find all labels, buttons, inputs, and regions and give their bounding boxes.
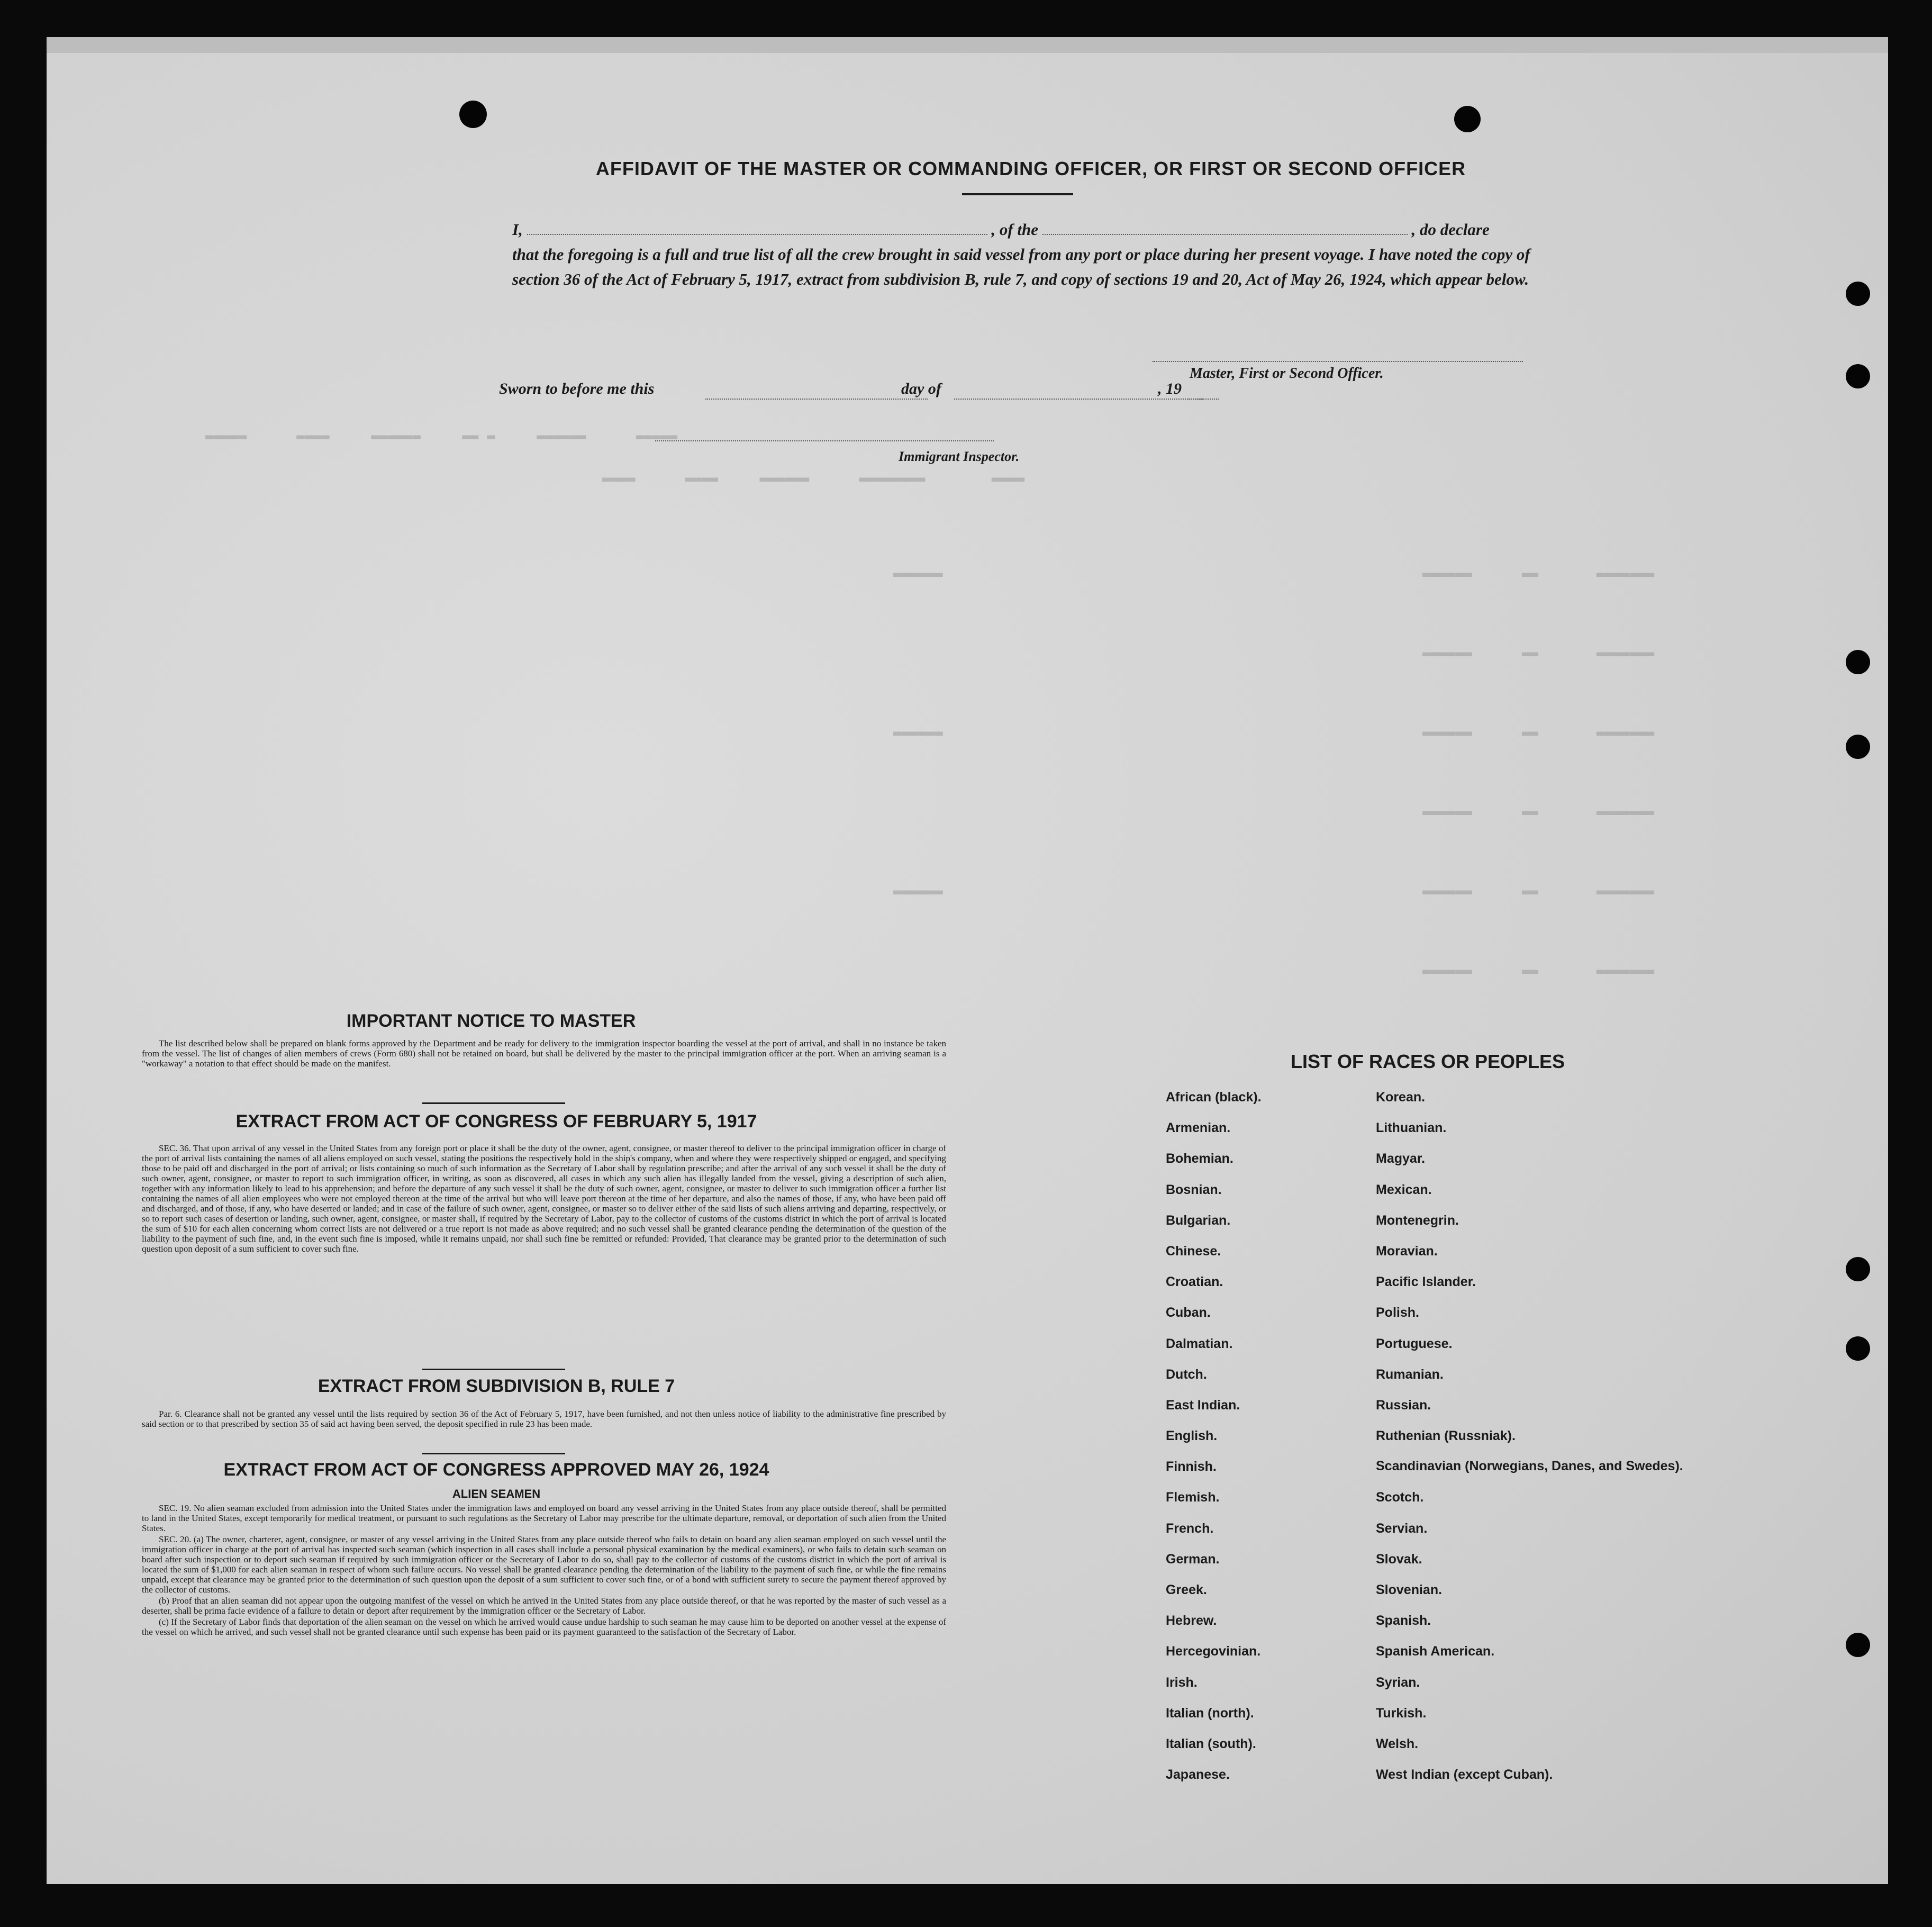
races-list-left bbox=[1166, 1089, 1346, 1797]
inspector-label: Immigrant Inspector. bbox=[899, 449, 1020, 464]
race-item: Hebrew. bbox=[1166, 1613, 1217, 1629]
section-20c-paragraph: (c) If the Secretary of Labor finds that deportation of the alien seaman on the vessel on which he arrived would cause undue hardship to such seaman he may cause him to be deported on another vessel at the expense of the vessel on which he arrived, and such vessel shall not be granted clearance until such expense has been paid or its payment guaranteed to the satisfaction of the Secretary of Labor. bbox=[142, 1617, 946, 1637]
race-item: African (black). bbox=[1166, 1090, 1262, 1105]
race-item: Montenegrin. bbox=[1376, 1213, 1459, 1228]
notice-paragraph: The list described below shall be prepared on blank forms approved by the Department and be ready for delivery to the immigration inspector boarding the vessel at the port of arrival, and shall in no instance be taken from the vessel. The list of changes of alien members of crews (Form 680) shall not be retained on board, but shall be delivered by the master to the principal immigration officer at the port. When an arriving seaman is a "workaway" a notation to that effect should be made on the manifest. bbox=[142, 1038, 946, 1069]
race-item: Flemish. bbox=[1166, 1490, 1220, 1505]
bleed-through-texture: ▬▬▬▬ ▬▬▬▬ ▬▬▬▬▬▬ ▬▬▬▬▬▬▬▬ ▬▬▬▬ bbox=[602, 471, 1025, 487]
sworn-label: Sworn to before me this bbox=[499, 380, 655, 397]
affidavit-declare-label: , do declare bbox=[1411, 220, 1490, 239]
race-item: Moravian. bbox=[1376, 1243, 1438, 1259]
extract-1917-text bbox=[142, 1143, 946, 1255]
bleed-through-texture: ▬▬▬▬▬▬ bbox=[893, 725, 943, 741]
race-item: Slovak. bbox=[1376, 1551, 1422, 1567]
punch-hole bbox=[1454, 106, 1481, 132]
race-item: Ruthenian (Russniak). bbox=[1376, 1428, 1516, 1444]
races-title: LIST OF RACES OR PEOPLES bbox=[1290, 1051, 1565, 1072]
race-item: Welsh. bbox=[1376, 1736, 1419, 1751]
sheet-top-edge bbox=[47, 37, 1888, 53]
extract-1917-title: EXTRACT FROM ACT OF CONGRESS OF FEBRUARY 5, 1917 bbox=[235, 1111, 757, 1132]
race-item: Bohemian. bbox=[1166, 1151, 1233, 1166]
affidavit-body bbox=[512, 217, 1534, 292]
race-item: Mexican. bbox=[1376, 1182, 1432, 1197]
race-item: Armenian. bbox=[1166, 1120, 1231, 1136]
bleed-through-texture: ▬▬▬▬▬▬ ▬▬ ▬▬▬▬▬▬▬ bbox=[1422, 884, 1655, 900]
inspector-signature-line[interactable] bbox=[655, 440, 994, 441]
race-item: Spanish. bbox=[1376, 1613, 1431, 1629]
race-item: Syrian. bbox=[1376, 1675, 1420, 1690]
race-item: English. bbox=[1166, 1428, 1218, 1444]
race-item: Lithuanian. bbox=[1376, 1120, 1447, 1136]
race-item: Dutch. bbox=[1166, 1367, 1207, 1382]
race-item: Spanish American. bbox=[1376, 1644, 1495, 1659]
affidavit-title: AFFIDAVIT OF THE MASTER OR COMMANDING OFFICER, OR FIRST OR SECOND OFFICER bbox=[595, 158, 1466, 179]
affidavit-statement: that the foregoing is a full and true list of all the crew brought in said vessel from any port or place during her present voyage. I have noted the copy of section 36 of the Act of February 5, 1917, extract from subdivision B, rule 7, and copy of sections 19 and 20, Act of May 26, 1924, which appear below. bbox=[512, 245, 1530, 288]
race-item: West Indian (except Cuban). bbox=[1376, 1767, 1553, 1783]
race-item: Croatian. bbox=[1166, 1274, 1223, 1290]
section-divider bbox=[422, 1102, 565, 1104]
punch-hole bbox=[1846, 282, 1870, 306]
bleed-through-texture: ▬▬▬▬▬ ▬▬▬▬ ▬▬▬▬▬▬ ▬▬ ▬ ▬▬▬▬▬▬ ▬▬▬▬▬ bbox=[205, 429, 678, 445]
sworn-month-field[interactable] bbox=[954, 399, 1203, 400]
bleed-through-texture: ▬▬▬▬▬▬ ▬▬ ▬▬▬▬▬▬▬ bbox=[1422, 725, 1655, 741]
section-20a-paragraph: SEC. 20. (a) The owner, charterer, agent, consignee, or master of any vessel arriving in the United States from any place outside thereof who fails to detain on board any alien seaman employed on such vessel until the immigration officer in charge at the port of arrival has inspected such seaman (which inspection in all cases shall include a personal physical examination by the medical examiners), or who fails to detain such seaman on board after such inspection or to deport such seaman if required by such immigration officer or the Secretary of Labor to do so, shall pay to the collector of customs of the customs district in which the port of arrival is located the sum of $1,000 for each alien seaman in respect of whom such failure occurs. No vessel shall be granted clearance pending the determination of the liability to the payment of such fine, or while the fine remains unpaid, except that clearance may be granted prior to the determination of such question upon the deposit of a sum sufficient to cover such fine, or of a bond with sufficient surety to secure the payment thereof approved by the collector of customs. bbox=[142, 1534, 946, 1595]
document-sheet bbox=[47, 37, 1888, 1884]
section-19-paragraph: SEC. 19. No alien seaman excluded from admission into the United States under the immigration laws and employed on board any vessel arriving in the United States from any place outside thereof, shall be permitted to land in the United States, except temporarily for medical treatment, or pursuant to such regulations as the Secretary of Labor may prescribe for the ultimate departure, removal, or deportation of such alien from the United States. bbox=[142, 1503, 946, 1533]
race-item: Magyar. bbox=[1376, 1151, 1426, 1166]
bleed-through-texture: ▬▬▬▬▬▬ ▬▬ ▬▬▬▬▬▬▬ bbox=[1422, 963, 1655, 979]
master-signature-line[interactable] bbox=[1153, 361, 1523, 362]
race-item: Finnish. bbox=[1166, 1459, 1217, 1474]
bleed-through-texture: ▬▬▬▬▬▬ ▬▬ ▬▬▬▬▬▬▬ bbox=[1422, 646, 1655, 662]
race-item: Chinese. bbox=[1166, 1243, 1221, 1259]
punch-hole bbox=[1846, 650, 1870, 674]
alien-seamen-subtitle: ALIEN SEAMEN bbox=[452, 1487, 541, 1500]
race-item: Servian. bbox=[1376, 1521, 1428, 1536]
section-36-paragraph: SEC. 36. That upon arrival of any vessel in the United States from any foreign port or place it shall be the duty of the owner, agent, consignee, or master thereof to deliver to the principal immigration officer in charge of the port of arrival lists containing the names of all aliens employed on such vessel, stating the positions the respectively hold in the ship's company, when and where they were respectively shipped or engaged, and specifying those to be paid off and discharged in the port of arrival; or lists containing so much of such information as the Secretary of Labor shall by regulation prescribe; and after the arrival of any such vessel it shall be the duty of such owner, agent, consignee, or master to report to such immigration officer, in writing, as soon as discovered, all cases in which any such alien has illegally landed from the vessel, giving a description of such alien, together with any information likely to lead to his apprehension; and before the departure of any such vessel it shall be the duty of such owner, agent, consignee, or master to deliver to such immigration officer a further list containing the names of all alien employees who were not employed thereon at the time of the arrival but who will leave port thereon at the time of her departure, and also the names of those, if any, who have been paid off and discharged, and of those, if any, who have deserted or landed; and in case of the failure of such owner, agent, consignee, or master so to deliver either of the said lists of such aliens arriving and departing, respectively, or so to report such cases of desertion or landing, such owner, agent, consignee, or master shall, if required by the Secretary of Labor, pay to the collector of customs of the customs district in which the port of arrival is located the sum of $10 for each alien concerning whom correct lists are not delivered or a true report is not made as above required; and no such vessel shall be granted clearance pending the determination of the question of the liability to the payment of such fine, and, in the event such fine is imposed, while it remains unpaid, nor shall such fine be remitted or refunded: Provided, That clearance may be granted prior to the determination of such question upon deposit of a sum sufficient to cover such fine. bbox=[142, 1143, 946, 1254]
punch-hole bbox=[1846, 735, 1870, 759]
extract-1924-text bbox=[142, 1503, 946, 1638]
punch-hole bbox=[1846, 1336, 1870, 1361]
punch-hole bbox=[1846, 1257, 1870, 1281]
section-divider bbox=[422, 1369, 565, 1370]
race-item: Hercegovinian. bbox=[1166, 1644, 1261, 1659]
bleed-through-texture: ▬▬▬▬▬▬ ▬▬ ▬▬▬▬▬▬▬ bbox=[1422, 566, 1655, 582]
punch-hole bbox=[459, 101, 487, 128]
bleed-through-texture: ▬▬▬▬▬▬ ▬▬ ▬▬▬▬▬▬▬ bbox=[1422, 804, 1655, 820]
race-item: Scotch. bbox=[1376, 1490, 1424, 1505]
race-item: Japanese. bbox=[1166, 1767, 1230, 1783]
race-item: Russian. bbox=[1376, 1397, 1431, 1413]
notice-title: IMPORTANT NOTICE TO MASTER bbox=[346, 1011, 636, 1031]
race-item: Bulgarian. bbox=[1166, 1213, 1231, 1228]
section-20b-paragraph: (b) Proof that an alien seaman did not appear upon the outgoing manifest of the vessel on which he arrived in the United States from any place outside thereof, or that he was reported by the master of such vessel as a deserter, shall be prima facie evidence of a failure to detain or deport after requirement by the immigration officer or the Secretary of Labor. bbox=[142, 1596, 946, 1616]
master-label: Master, First or Second Officer. bbox=[1190, 365, 1384, 382]
affidavit-i-label: I, bbox=[512, 220, 523, 239]
race-item: Irish. bbox=[1166, 1675, 1198, 1690]
race-item: German. bbox=[1166, 1551, 1220, 1567]
race-item: Italian (north). bbox=[1166, 1705, 1254, 1721]
races-list-right bbox=[1376, 1089, 1683, 1797]
race-item: Greek. bbox=[1166, 1582, 1207, 1597]
race-item: French. bbox=[1166, 1521, 1214, 1536]
punch-hole bbox=[1846, 1633, 1870, 1657]
officer-name-field[interactable] bbox=[527, 220, 987, 235]
race-item: Slovenian. bbox=[1376, 1582, 1443, 1597]
title-underline bbox=[962, 193, 1073, 195]
bleed-through-texture: ▬▬▬▬▬▬ bbox=[893, 884, 943, 900]
rule7-paragraph: Par. 6. Clearance shall not be granted any vessel until the lists required by section 36 of the Act of February 5, 1917, have been furnished, and not then unless notice of liability to the administrative fine prescribed by said section or to that prescribed by section 35 of said act having been served, the deposit specified in rule 23 has been made. bbox=[142, 1409, 946, 1429]
sworn-year-field[interactable] bbox=[1187, 399, 1219, 400]
extract-1924-title: EXTRACT FROM ACT OF CONGRESS APPROVED MAY 26, 1924 bbox=[223, 1460, 769, 1480]
race-item: Polish. bbox=[1376, 1305, 1419, 1320]
vessel-name-field[interactable] bbox=[1042, 220, 1408, 235]
notice-text bbox=[142, 1038, 946, 1070]
race-item: Dalmatian. bbox=[1166, 1336, 1233, 1351]
section-divider bbox=[422, 1453, 565, 1454]
race-item: Scandinavian (Norwegians, Danes, and Swedes). bbox=[1376, 1459, 1683, 1474]
punch-hole bbox=[1846, 364, 1870, 388]
race-item: Korean. bbox=[1376, 1090, 1426, 1105]
sworn-day-field[interactable] bbox=[705, 399, 928, 400]
race-item: Rumanian. bbox=[1376, 1367, 1444, 1382]
race-item: Cuban. bbox=[1166, 1305, 1211, 1320]
day-of-label: day of bbox=[901, 380, 941, 397]
race-item: Turkish. bbox=[1376, 1705, 1427, 1721]
race-item: Portuguese. bbox=[1376, 1336, 1453, 1351]
year-label: , 19 bbox=[1158, 380, 1182, 397]
affidavit-of-label: , of the bbox=[991, 220, 1039, 239]
rule7-title: EXTRACT FROM SUBDIVISION B, RULE 7 bbox=[318, 1376, 675, 1396]
race-item: Italian (south). bbox=[1166, 1736, 1256, 1751]
bleed-through-texture: ▬▬▬▬▬▬ bbox=[893, 566, 943, 582]
race-item: Bosnian. bbox=[1166, 1182, 1222, 1197]
race-item: East Indian. bbox=[1166, 1397, 1240, 1413]
race-item: Pacific Islander. bbox=[1376, 1274, 1476, 1290]
rule7-text bbox=[142, 1409, 946, 1430]
